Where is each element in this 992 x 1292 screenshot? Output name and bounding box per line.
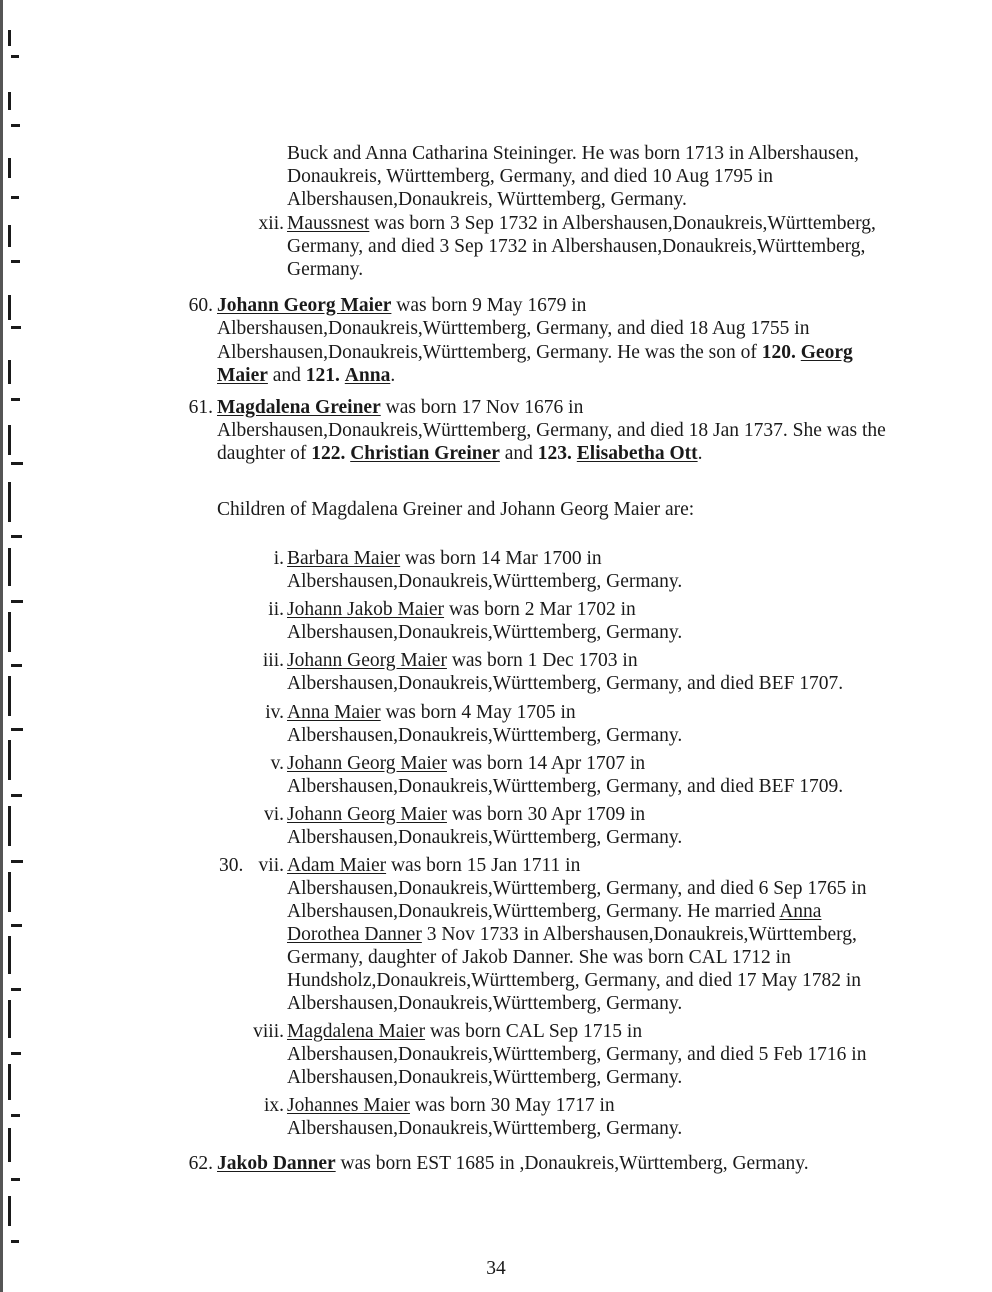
entry-60-line-2: Albershausen,Donaukreis,Württemberg, Germany, and died 18 Aug 1755 in	[217, 318, 810, 339]
person-link[interactable]: Maussnest	[287, 213, 370, 234]
person-link[interactable]: Magdalena Maier	[287, 1021, 426, 1042]
person-link[interactable]: Barbara Maier	[287, 548, 401, 569]
entry-61-line-1: Magdalena Greiner was born 17 Nov 1676 in	[217, 397, 584, 418]
page-number: 34	[486, 1258, 506, 1279]
person-link[interactable]: Maier	[217, 365, 268, 386]
entry-60-line-4: Maier and 121. Anna.	[217, 365, 396, 386]
child-line-2: Albershausen,Donaukreis,Württemberg, Germany.	[287, 571, 683, 592]
child-number: vi.	[263, 804, 284, 825]
entry-xii-line-2: Germany, and died 3 Sep 1732 in Albershausen,Donaukreis,Württemberg,	[287, 236, 866, 257]
child-line-3: Albershausen,Donaukreis,Württemberg, Germany.	[287, 1067, 683, 1088]
child-line-2: Albershausen,Donaukreis,Württemberg, Germany.	[287, 1118, 683, 1139]
person-link[interactable]: Jakob Danner	[217, 1153, 336, 1174]
child-number: ii.	[268, 599, 284, 620]
child-line-3: Albershausen,Donaukreis,Württemberg, Germany. He married Anna	[287, 901, 822, 922]
entry-xii-line-1: Maussnest was born 3 Sep 1732 in Albershausen,Donaukreis,Württemberg,	[287, 213, 876, 234]
child-number: ix.	[263, 1095, 284, 1116]
entry-62-line-1: Jakob Danner was born EST 1685 in ,Donaukreis,Württemberg, Germany.	[217, 1153, 809, 1174]
child-line-1: Adam Maier was born 15 Jan 1711 in	[287, 855, 581, 876]
spouse-link[interactable]: Dorothea Danner	[287, 924, 422, 945]
intro-line-1: Buck and Anna Catharina Steininger. He was born 1713 in Albershausen,	[287, 143, 859, 164]
child-line-2: Albershausen,Donaukreis,Württemberg, Germany.	[287, 725, 683, 746]
entry-61-line-2: Albershausen,Donaukreis,Württemberg, Germany, and died 18 Jan 1737. She was the	[217, 420, 886, 441]
person-link[interactable]: Magdalena Greiner	[217, 397, 381, 418]
child-number: iv.	[265, 702, 284, 723]
child-number: vii.	[258, 855, 284, 876]
child-number: i.	[273, 548, 284, 569]
spouse-link[interactable]: Anna	[779, 901, 822, 922]
entry-60-line-1: Johann Georg Maier was born 9 May 1679 in	[217, 295, 587, 316]
entry-60-line-3: Albershausen,Donaukreis,Württemberg, Germany. He was the son of 120. Georg	[217, 342, 853, 363]
child-line-1: Johann Georg Maier was born 14 Apr 1707 in	[287, 753, 646, 774]
child-line-1: Johann Georg Maier was born 1 Dec 1703 in	[287, 650, 638, 671]
child-line-1: Anna Maier was born 4 May 1705 in	[287, 702, 576, 723]
person-link[interactable]: Johannes Maier	[287, 1095, 410, 1116]
child-line-2: Albershausen,Donaukreis,Württemberg, Germany, and died 5 Feb 1716 in	[287, 1044, 867, 1065]
entry-61-line-3: daughter of 122. Christian Greiner and 123. Elisabetha Ott.	[217, 443, 703, 464]
child-line-1: Barbara Maier was born 14 Mar 1700 in	[287, 548, 602, 569]
binding-marks	[0, 0, 34, 1292]
binding-strip	[0, 0, 34, 1292]
child-line-5: Germany, daughter of Jakob Danner. She was born CAL 1712 in	[287, 947, 791, 968]
generation-number: 30.	[219, 855, 244, 876]
child-line-1: Johann Jakob Maier was born 2 Mar 1702 in	[287, 599, 636, 620]
intro-line-2: Donaukreis, Württemberg, Germany, and died 10 Aug 1795 in	[287, 166, 773, 187]
person-link[interactable]: Johann Georg Maier	[287, 753, 447, 774]
child-number: iii.	[262, 650, 284, 671]
child-line-1: Johann Georg Maier was born 30 Apr 1709 in	[287, 804, 646, 825]
child-line-2: Albershausen,Donaukreis,Württemberg, Germany, and died 6 Sep 1765 in	[287, 878, 867, 899]
entry-xii-line-3: Germany.	[287, 259, 364, 280]
entry-61-number: 61.	[188, 397, 213, 418]
entry-62-number: 62.	[188, 1153, 213, 1174]
person-link[interactable]: Georg	[800, 342, 853, 363]
entry-60-number: 60.	[188, 295, 213, 316]
person-link[interactable]: Anna Maier	[287, 702, 381, 723]
child-line-1: Magdalena Maier was born CAL Sep 1715 in	[287, 1021, 643, 1042]
child-number: v.	[270, 753, 284, 774]
child-line-1: Johannes Maier was born 30 May 1717 in	[287, 1095, 615, 1116]
child-line-2: Albershausen,Donaukreis,Württemberg, Germany.	[287, 827, 683, 848]
person-link[interactable]: Johann Georg Maier	[217, 295, 392, 316]
intro-line-3: Albershausen,Donaukreis, Württemberg, Germany.	[287, 189, 687, 210]
child-line-7: Albershausen,Donaukreis,Württemberg, Germany.	[287, 993, 683, 1014]
person-link[interactable]: Johann Jakob Maier	[287, 599, 445, 620]
person-link[interactable]: Anna	[344, 365, 391, 386]
child-line-2: Albershausen,Donaukreis,Württemberg, Germany.	[287, 622, 683, 643]
person-link[interactable]: Johann Georg Maier	[287, 804, 447, 825]
person-link[interactable]: Elisabetha Ott	[576, 443, 698, 464]
children-heading: Children of Magdalena Greiner and Johann Georg Maier are:	[217, 499, 695, 520]
person-link[interactable]: Johann Georg Maier	[287, 650, 447, 671]
person-link[interactable]: Christian Greiner	[350, 443, 500, 464]
child-line-4: Dorothea Danner 3 Nov 1733 in Albershausen,Donaukreis,Württemberg,	[287, 924, 857, 945]
person-link[interactable]: Adam Maier	[287, 855, 387, 876]
child-line-2: Albershausen,Donaukreis,Württemberg, Germany, and died BEF 1709.	[287, 776, 844, 797]
child-number: viii.	[253, 1021, 284, 1042]
child-line-2: Albershausen,Donaukreis,Württemberg, Germany, and died BEF 1707.	[287, 673, 844, 694]
child-line-6: Hundsholz,Donaukreis,Württemberg, Germany, and died 17 May 1782 in	[287, 970, 862, 991]
entry-xii-number: xii.	[258, 213, 284, 234]
